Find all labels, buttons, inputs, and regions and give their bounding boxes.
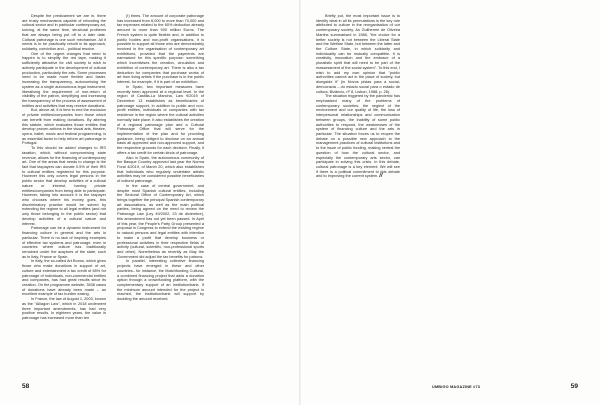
paragraph: Patronage can be a dynamic instrument for financing culture in general and the arts in particular. There is no lack of inspiring examples of effective tax systems and patronage, even in countries where culture has traditionally remained under the auspices of the state, such as in Italy, France or Spain. [22, 226, 106, 259]
paragraph: Briefly put, the most important issue is to identify what in all its permutations is the key role attributed to culture in the reorganisation of our contemporary society. As Guilherme de Oliveira Martins summarised in 1988, "the choice for a better society is not between the Liberal State and the Welfare State, but between the latter and the Culture State, in which solidarity and individuality can be mutually compatible. It is creativity, innovation and the embrace of a pluralistic spirit that will need to be part of the reassessment of the social system". To this end, I wish to add my own opinion that "public authorities cannot act in the place of society, but alongside it" (in Novos pistas para a social-democracia – do estado social para o estado de cultura, Bizâncio, nº 8, Lisbon, 1988, p. 26). [316, 14, 400, 94]
right-page-column-2 [404, 14, 491, 374]
paragraph: In parallel, interesting collective financing projects have emerged in these and other countries– for instance, the Matchfunding Cultural, a combined financing project that adds a donation option through a crowdfunding platform, with the complementary support of an institution/bank. If the minimum amount intended for the project is reached, the institution/bank will support by doubling the amount received. [117, 259, 204, 302]
page-gutter [299, 0, 301, 405]
paragraph: One of the urgent changes that need to happen is to simplify the red tape, making it sufficiently attractive for civil society to wish to actively participate in the development of cultural production, particularly the arts. Some processes need to be made more flexible and faster, increasing the transparency, autonomising the system as a single autonomous legal instrument, liberalising the requirement of non-return of visibility of the patron, simplifying and increasing the transparency of the process of assessment of entities and activities that may receive donations. [22, 51, 106, 108]
page-number-right: 59 [570, 383, 578, 390]
paragraph: In the case of central government, and despite most Spanish cultural entities, including the Sectoral Office of Contemporary Art, which brings together the principal Spanish contemporary art associations, as well as the main political parties, being agreed on the need to review the Patronage Law (Ley 49/2002, 23 de diciembre), this amendment has not yet been passed. In April of this year, the People's Party Group presented a proposal in Congress to extend the existing regime to natural persons and legal entities with intention to make a profit that develop business or professional activities in their respective fields of activity (cultural, scientific, non-professional sports and other). Nonetheless as recently as May the Government did adjust the tax benefits for patrons. [117, 183, 204, 259]
left-page-column-2 [117, 14, 204, 374]
paragraph: But, above all, it is time to end the exclusion of private entities/companies from those which can benefit from making donations. By altering this statute, which evaluates those entities that develop proven actions in the visual arts, theatre, opera, ballet, music and festival programming, is an essential factor to help reform art patronage in Portugal. [22, 108, 106, 146]
paragraph: To this should be added changes to IRS taxation, which, without compromising state revenue, allows for the financing of contemporary art. One of the areas that needs to change is the fact that taxpayers can donate 0.5% of their IRS to cultural entities registered for this purpose. However this only covers legal persons in the public sector that develop activities of a cultural nature or interest, barring private entities/companies from being able to participate. However, taking into account it is the taxpayer who chooses where his money goes, this discriminatory practice would be solved by extending the regime to all legal entities (and not only those belonging to the public sector) that develop activities of a cultural nature and interest. [22, 146, 106, 226]
magazine-issue-label: UMBIGO MAGAZINE #73 [432, 385, 481, 389]
paragraph: Also in Spain, the autonomous community of the Basque Country approved last year the Norma Foral 4/2019, of March 20, which also establishes that individuals who regularly undertake artistic activities may be considered possible beneficiaries of cultural patronage. [117, 155, 204, 184]
paragraph [316, 94, 400, 179]
paragraph-text: The situation triggered by the pandemic has emphasised many of the problems of contemporary societies: the neglect of the environment and our quality of life, the loss of interpersonal relationships and communication between groups, the inability of some public authorities to respond, the weaknesses of the system of financing culture and the arts in particular. The situation forces us to reopen the debate on a possible new approach to the management practices of cultural institutions and to the issue of public funding, making central the question of how the cultural sector, and especially the contemporary arts sector, can participate in solving this crisis. In this debate, cultural patronage is a key element. We will see if there is a political commitment to this debate and to improving the current system. [316, 94, 400, 179]
left-page-column-1 [22, 14, 106, 374]
paragraph: In Spain, two important measures have recently been approved at a regional level. In the region of Castilla-La Mancha, Law 9/2019 of December 13 establishes as beneficiaries of patronage support, in addition to public and non-profit entities, individuals or companies with tax residence in the region where the cultural activities normally take place. It also establishes the creation of a regional patronage plan and a Cultural Patronage Office that will serve for the implementation of the plan and for providing guidance, being obliged to disclose on an annual basis all approved and non-approved support, and the respective grounds for each decision. Finally, it offers a tax credit for certain kinds of patronage. [117, 84, 204, 155]
end-mark: // [379, 173, 383, 180]
page-number-left: 58 [22, 383, 30, 390]
paragraph: Despite the predicament we are in, there are trusty mechanisms capable of rebooting the cultural sector and in particular contemporary art, solving, at the same time, structural problems that are always being put off to a later date. Cultural patronage is one such mechanism. All it needs is to be practically rebuilt in its approach, solidarity, conviction and... political resolve. [22, 14, 106, 52]
left-page-column-3 [216, 14, 287, 374]
paragraph: In Italy, the so-called Art Bonus, which gives those who make donations in support of art, culture and entertainment a tax credit of 65% for patronage of individuals, non-commercial entities and companies, has had great results since its creation. On the programme website, 3538 cases of donations have already been made – an excellent example of tax burden easing. [22, 259, 106, 297]
paragraph: (!) times. The amount of corporate patronage has increased from 6,000 to more than 70,000 and tax expenses related to the 60% deduction already amount to more than 900 million Euros. The French system is quite flexible and, in addition to public bodies and non-profit organisations, it is possible to support all those who are demonstrably involved in the organisation of contemporary art exhibitions, provided that the payments are earmarked for this specific purpose: something which incentivises the creation, circulation and exhibition of contemporary art. There is also a tax deduction for companies that purchase works of art from living artists if the purchase is in the public interest, for example, if it is part of an exhibition. [117, 14, 204, 85]
paragraph: In France, the law of August 1, 2003, known as the "Aillagon Law", which in 2018 underwent three important amendments, has had very positive results. In eighteen years, the value in patronage has increased more than ten [22, 297, 106, 320]
right-page-column-1 [316, 14, 400, 374]
